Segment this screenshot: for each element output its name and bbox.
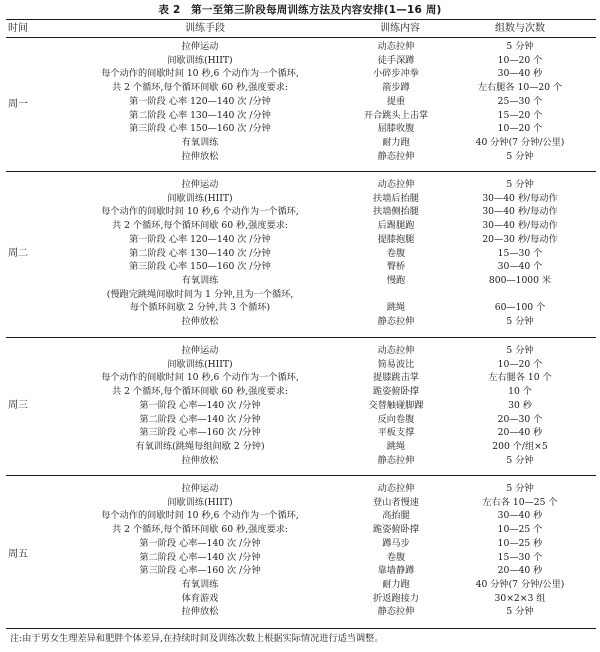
means-cell: 间歇训练(HIIT) xyxy=(167,54,233,66)
sets-cell: 30 秒 xyxy=(508,399,532,411)
sets-cell: 5 分钟 xyxy=(506,179,534,190)
sets-cell: 30—40 个 xyxy=(497,261,543,273)
means-cell: 第一阶段 心率—140 次 /分钟 xyxy=(139,537,261,549)
sets-cell: 5 分钟 xyxy=(506,150,534,162)
content-cell: 跳绳 xyxy=(386,440,406,452)
means-cell: 拉伸运动 xyxy=(181,345,219,356)
means-cell: 拉伸运动 xyxy=(181,179,219,190)
sets-cell: 25—30 个 xyxy=(497,95,543,107)
means-cell: 共 2 个循环,每个循环间歇 60 秒,强度要求: xyxy=(112,524,288,536)
sets-cell: 15—30 个 xyxy=(497,551,543,563)
content-cell: 提膝抱腿 xyxy=(377,233,415,245)
week-label: 周二 xyxy=(8,247,28,259)
content-cell: 箭步蹲 xyxy=(382,82,410,94)
content-cell: 登山者慢速 xyxy=(373,496,419,508)
means-cell: 第二阶段 心率—140 次 /分钟 xyxy=(139,551,261,563)
sets-cell: 30—40 秒 xyxy=(497,510,543,522)
table-title: 表 2 第一至第三阶段每周训练方法及内容安排(1—16 周) xyxy=(158,4,442,16)
content-cell: 扶墙侧抬腿 xyxy=(373,206,419,218)
content-cell: 静态拉伸 xyxy=(377,316,415,327)
sets-cell: 15—30 个 xyxy=(497,247,543,259)
sets-cell: 10—20 个 xyxy=(497,54,543,66)
content-cell: 简易波比 xyxy=(377,358,415,370)
content-cell: 卷腹 xyxy=(386,247,406,259)
sets-cell: 15—20 个 xyxy=(497,109,543,121)
means-cell: 拉伸运动 xyxy=(181,41,219,52)
content-cell: 跪姿俯卧撑 xyxy=(373,524,419,536)
group-rule xyxy=(6,337,596,338)
header-content: 训练内容 xyxy=(380,23,420,34)
means-cell: 拉伸放松 xyxy=(181,606,219,618)
sets-cell: 10—25 个 xyxy=(497,524,543,536)
week-label: 周五 xyxy=(8,548,28,560)
sets-cell: 左右腿各 10—20 个 xyxy=(477,82,563,94)
sets-cell: 20—40 秒 xyxy=(497,427,543,439)
means-cell: 间歇训练(HIIT) xyxy=(167,358,233,370)
content-cell: 靠墙静蹲 xyxy=(377,565,415,577)
sets-cell: 800—1000 米 xyxy=(488,274,552,286)
means-cell: 第二阶段 心率 130—140 次 /分钟 xyxy=(129,247,271,259)
week-label: 周三 xyxy=(8,399,28,411)
content-cell: 反向卷腹 xyxy=(377,413,415,425)
sets-cell: 左右腿各 10 个 xyxy=(488,372,552,384)
means-cell: 共 2 个循环,每个循环间歇 60 秒,强度要求: xyxy=(112,220,288,232)
means-cell: 体育游戏 xyxy=(181,592,219,604)
content-cell: 动态拉伸 xyxy=(377,483,415,494)
sets-cell: 10—20 个 xyxy=(497,123,543,135)
content-cell: 小碎步冲拳 xyxy=(373,68,419,80)
content-cell: 平板支撑 xyxy=(377,427,415,439)
means-cell: 有氧训练(跳绳每组间歇 2 分钟) xyxy=(135,440,265,452)
means-cell: 有氧训练 xyxy=(181,578,219,590)
means-cell: 有氧训练 xyxy=(181,136,219,148)
content-cell: 扶墙后抬腿 xyxy=(373,192,419,204)
means-cell: 共 2 个循环,每个循环间歇 60 秒,强度要求: xyxy=(112,82,288,94)
means-cell: 间歇训练(HIIT) xyxy=(167,192,233,204)
sets-cell: 40 分钟(7 分钟/公里) xyxy=(475,578,565,590)
sets-cell: 20—30 秒/每动作 xyxy=(482,233,558,245)
means-cell: 拉伸放松 xyxy=(181,316,219,327)
content-cell: 慢跑 xyxy=(386,274,406,286)
sets-cell: 5 分钟 xyxy=(506,606,534,618)
sets-cell: 5 分钟 xyxy=(506,483,534,494)
content-cell: 耐力跑 xyxy=(382,136,410,148)
means-cell: 拉伸放松 xyxy=(181,454,219,466)
sets-cell: 左右各 10—25 个 xyxy=(482,496,558,508)
content-cell: 提膝跳击掌 xyxy=(373,372,419,384)
content-cell: 交替触碰脚踝 xyxy=(368,399,424,411)
content-cell: 提重 xyxy=(386,95,406,107)
content-cell: 高抬腿 xyxy=(382,510,410,522)
sets-cell: 5 分钟 xyxy=(506,316,534,327)
week-label: 周一 xyxy=(8,98,28,110)
content-cell: 动态拉伸 xyxy=(377,179,415,190)
means-cell: 每个动作的间歇时间 10 秒,6 个动作为一个循环, xyxy=(101,372,299,384)
sets-cell: 30—40 秒/每动作 xyxy=(482,192,558,204)
content-cell: 折返跑接力 xyxy=(373,592,419,604)
content-cell: 跳绳 xyxy=(386,302,406,314)
means-cell: 第三阶段 心率 150—160 次 /分钟 xyxy=(129,123,271,135)
means-cell: 每个动作的间歇时间 10 秒,6 个动作为一个循环, xyxy=(101,68,299,80)
means-cell: 有氧训练 xyxy=(181,274,219,286)
means-cell: 第三阶段 心率—160 次 /分钟 xyxy=(139,565,261,577)
sets-cell: 30—40 秒/每动作 xyxy=(482,220,558,232)
sets-cell: 5 分钟 xyxy=(506,345,534,356)
means-cell: 每个动作的间歇时间 10 秒,6 个动作为一个循环, xyxy=(101,510,299,522)
means-cell: 第二阶段 心率—140 次 /分钟 xyxy=(139,413,261,425)
means-cell: 第二阶段 心率 130—140 次 /分钟 xyxy=(129,109,271,121)
header-means: 训练手段 xyxy=(185,23,225,34)
content-cell: 臀桥 xyxy=(386,261,406,273)
top-rule xyxy=(6,19,596,20)
content-cell: 动态拉伸 xyxy=(377,345,415,356)
group-rule xyxy=(6,171,596,172)
means-cell: 第一阶段 心率 120—140 次 /分钟 xyxy=(129,95,271,107)
content-cell: 动态拉伸 xyxy=(377,41,415,52)
sets-cell: 20—40 秒 xyxy=(497,565,543,577)
content-cell: 静态拉伸 xyxy=(377,606,415,618)
content-cell: 蹲马步 xyxy=(382,537,410,549)
table-note: 注:由于男女生理差异和肥胖个体差异,在持续时间及训练次数上根据实际情况进行适当调整。 xyxy=(10,633,384,644)
means-cell: 第一阶段 心率—140 次 /分钟 xyxy=(139,399,261,411)
means-cell: 第三阶段 心率—160 次 /分钟 xyxy=(139,427,261,439)
sets-cell: 20—30 个 xyxy=(497,413,543,425)
sets-cell: 200 个/组×5 xyxy=(492,440,548,452)
sets-cell: 30—40 秒/每动作 xyxy=(482,206,558,218)
group-rule xyxy=(6,475,596,476)
content-cell: 后踢腿跑 xyxy=(377,220,415,232)
content-cell: 徒手深蹲 xyxy=(377,54,415,66)
means-cell: 共 2 个循环,每个循环间歇 60 秒,强度要求: xyxy=(112,386,288,398)
means-cell: 每个循环间歇 2 分钟,共 3 个循环) xyxy=(129,302,271,314)
means-cell: 间歇训练(HIIT) xyxy=(167,496,233,508)
content-cell: 跪姿俯卧撑 xyxy=(373,386,419,398)
means-cell: (慢跑完跳绳间歇时间为 1 分钟,且为一个循环, xyxy=(106,288,294,300)
sets-cell: 10—25 秒 xyxy=(497,537,543,549)
means-cell: 第一阶段 心率 120—140 次 /分钟 xyxy=(129,233,271,245)
content-cell: 静态拉伸 xyxy=(377,454,415,466)
header-sets: 组数与次数 xyxy=(495,23,545,34)
header-time: 时间 xyxy=(8,23,28,34)
sets-cell: 30×2×3 组 xyxy=(494,592,546,604)
sets-cell: 30—40 秒 xyxy=(497,68,543,80)
means-cell: 第三阶段 心率 150—160 次 /分钟 xyxy=(129,261,271,273)
sets-cell: 5 分钟 xyxy=(506,454,534,466)
sets-cell: 10—20 个 xyxy=(497,358,543,370)
bottom-rule xyxy=(6,628,596,629)
content-cell: 静态拉伸 xyxy=(377,150,415,162)
means-cell: 拉伸放松 xyxy=(181,150,219,162)
means-cell: 每个动作的间歇时间 10 秒,6 个动作为一个循环, xyxy=(101,206,299,218)
sets-cell: 60—100 个 xyxy=(494,302,546,314)
header-rule xyxy=(6,37,596,38)
content-cell: 开合跳头上击掌 xyxy=(363,109,429,121)
content-cell: 卷腹 xyxy=(386,551,406,563)
sets-cell: 5 分钟 xyxy=(506,41,534,52)
sets-cell: 10 个 xyxy=(508,386,532,398)
content-cell: 屈膝收腹 xyxy=(377,123,415,135)
means-cell: 拉伸运动 xyxy=(181,483,219,494)
sets-cell: 40 分钟(7 分钟/公里) xyxy=(475,136,565,148)
content-cell: 耐力跑 xyxy=(382,578,410,590)
